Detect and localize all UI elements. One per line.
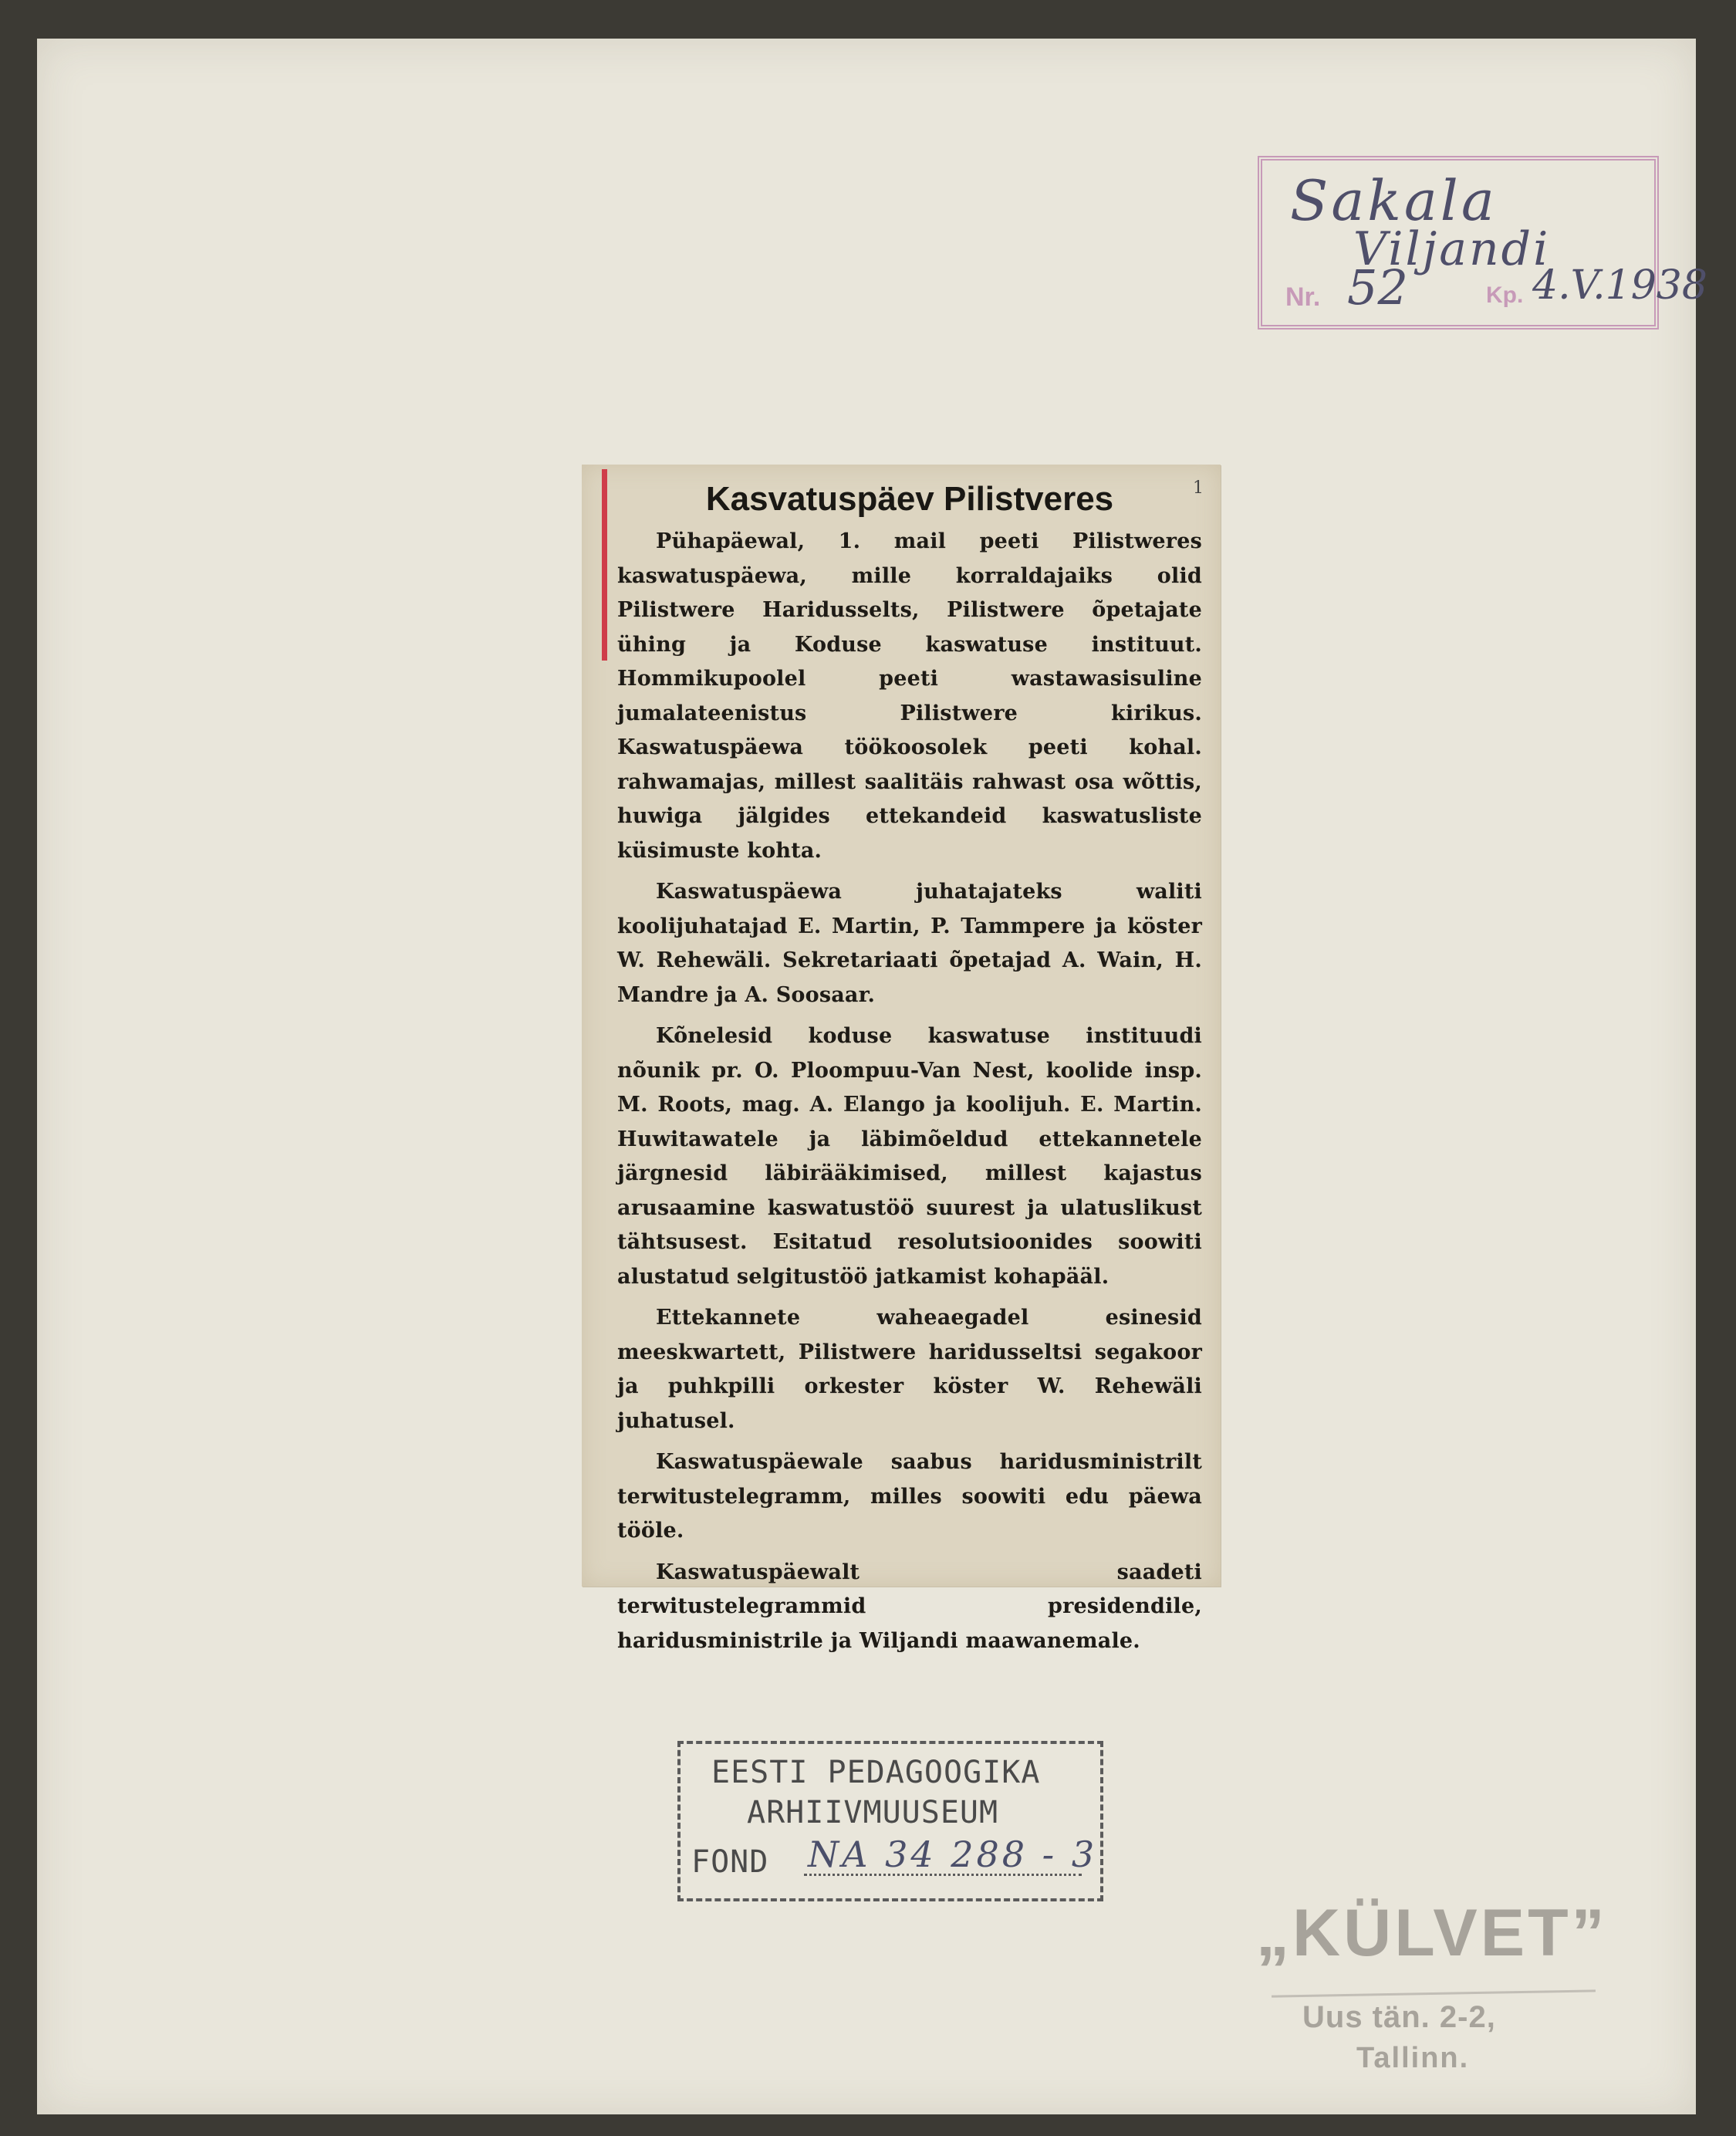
- museum-archive-stamp: [677, 1741, 1103, 1901]
- publisher-stamp: [1241, 1891, 1642, 2091]
- fond-underline: [804, 1874, 1082, 1876]
- publisher-rule: [1272, 1989, 1596, 1997]
- stamp-kp-value: 4.V.1938: [1532, 262, 1707, 309]
- stamp-nr-label: Nr.: [1285, 282, 1321, 312]
- clipping-paragraph: Kaswatuspäewale saabus haridusministrilt terwitustelegramm, milles soowiti edu päewa tööle.: [617, 1450, 1202, 1543]
- clipping-title: Kasvatuspäev Pilistveres: [705, 480, 1114, 518]
- clipping-paragraph: Kaswatuspäewa juhatajateks waliti koolijuhatajad E. Martin, P. Tammpere ja köster W. Rehewäli. Sekretariaati õpetajad A. Wain, H. Mandre ja A. Soosaar.: [617, 880, 1202, 1007]
- stamp-kp-label: Kp.: [1486, 282, 1524, 308]
- source-town-handwriting: Viljandi: [1353, 222, 1551, 276]
- museum-stamp-fond-label: FOND: [691, 1844, 769, 1880]
- stamp-nr-value: 52: [1347, 259, 1408, 316]
- clipping-body: [617, 525, 1202, 1658]
- archive-sheet: [37, 39, 1707, 2114]
- museum-stamp-fond-value: NA 34 288 - 3: [808, 1834, 1098, 1875]
- publisher-name: „KÜLVET”: [1256, 1896, 1608, 1970]
- clipping-paragraph: Ettekannete waheaegadel esinesid meeskwartett, Pilistwere haridusseltsi segakoor ja puhkpilli orkester köster W. Rehewäli juhatusel.: [617, 1306, 1202, 1433]
- newspaper-clipping: [582, 465, 1221, 1653]
- source-newspaper-handwriting: Sakala: [1290, 168, 1498, 233]
- museum-stamp-line1: EESTI PEDAGOOGIKA: [711, 1755, 1041, 1790]
- clipping-paragraph: Pühapäewal, 1. mail peeti Pilistweres kaswatuspäewa, mille korraldajaiks olid Pilistwere Haridusselts, Pilistwere õpetajate ühing ja Koduse kaswatuse instituut. Hommikupoolel peeti wastawasisuline jumalateenistus Pilistwere kirikus. Kaswatuspäewa töökoosolek peeti kohal. rahwamajas, millest saalitäis rahwast osa wõttis, huwiga jälgides ettekandeid kaswatusliste küsimuste kohta.: [617, 529, 1202, 863]
- red-pencil-mark: [602, 469, 607, 661]
- clipping-paragraph: Kõnelesid koduse kaswatuse instituudi nõunik pr. O. Ploompuu-Van Nest, koolide insp. M. Roots, mag. A. Elango ja koolijuh. E. Martin. Huwitawatele ja läbimõeldud ettekannetele järgnesid läbirääkimised, millest kajastus arusaamine kaswatustöö suurest ja ulatuslikust tähtsusest. Esitatud resolutsioonides soowiti alustatud selgitustöö jatkamist kohapääl.: [617, 1024, 1202, 1289]
- source-stamp: [1258, 156, 1707, 330]
- clipping-corner-mark: 1: [1193, 478, 1204, 498]
- publisher-address: Uus tän. 2-2,: [1302, 2000, 1496, 2034]
- museum-stamp-line2: ARHIIVMUUSEUM: [747, 1795, 999, 1830]
- publisher-city: Tallinn.: [1356, 2042, 1470, 2074]
- clipping-paragraph: Kaswatuspäewalt saadeti terwitustelegrammid presidendile, haridusministrile ja Wiljandi maawanemale.: [617, 1560, 1202, 1653]
